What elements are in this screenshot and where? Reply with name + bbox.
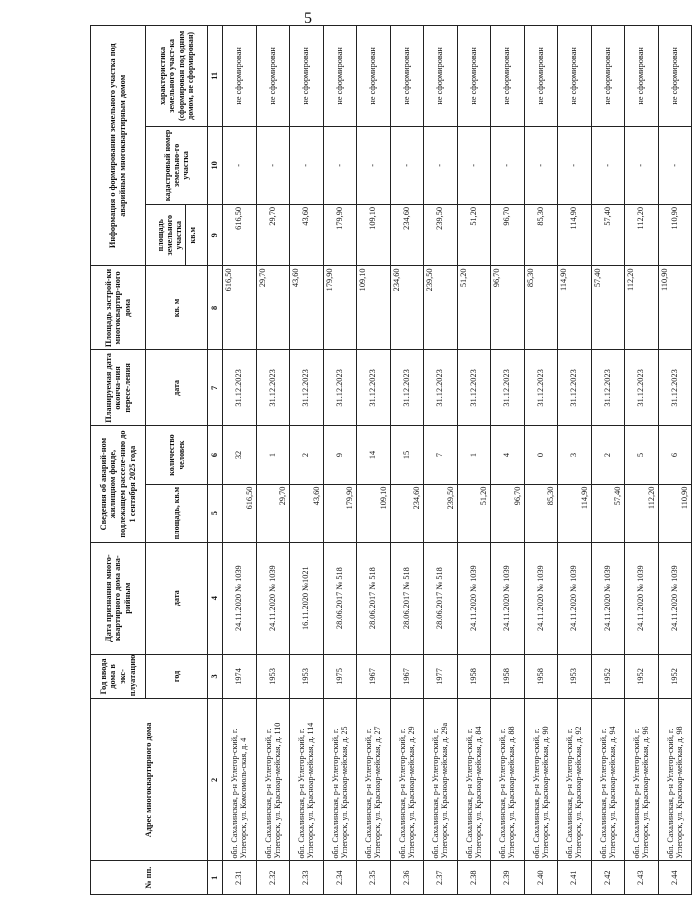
cell-built-area: 57,40 <box>591 266 625 350</box>
cell-cadastral: - <box>256 126 290 204</box>
cell-people: 15 <box>390 426 424 484</box>
cell-year: 1967 <box>357 654 391 699</box>
cell-characteristic: не сформирован <box>323 26 357 127</box>
header-characteristic: характеристика земельного участ-ка (сформирован под одним домом, не сформирован) <box>146 26 208 127</box>
header-cadastral: кадастровый номер земельно-го участка <box>146 126 208 204</box>
cell-land-area: 112,20 <box>625 205 659 267</box>
cell-year: 1952 <box>625 654 659 699</box>
cell-no: 2.36 <box>390 861 424 895</box>
cell-cadastral: - <box>357 126 391 204</box>
cell-no: 2.34 <box>323 861 357 895</box>
cell-no: 2.42 <box>591 861 625 895</box>
cell-date: 24.11.2020 № 1039 <box>524 542 558 654</box>
cell-people: 4 <box>491 426 525 484</box>
table-row <box>357 26 391 895</box>
cell-built-area: 109,10 <box>357 266 391 350</box>
cell-built-area: 29,70 <box>256 266 290 350</box>
cell-date: 24.11.2020 № 1039 <box>457 542 491 654</box>
cell-built-area: 179,90 <box>323 266 357 350</box>
cell-cadastral: - <box>390 126 424 204</box>
cell-land-area: 29,70 <box>256 205 290 267</box>
cell-address: обл. Сахалинская, р-н Углегор-ский, г. Углегорск, ул. Краснoар-мейская, д. 29а <box>424 699 458 861</box>
cell-characteristic: не сформирован <box>390 26 424 127</box>
header-land-area <box>146 205 208 267</box>
cell-date: 24.11.2020 № 1039 <box>256 542 290 654</box>
cell-no: 2.31 <box>223 861 257 895</box>
cell-characteristic: не сформирован <box>625 26 659 127</box>
cell-no: 2.37 <box>424 861 458 895</box>
cell-year: 1958 <box>524 654 558 699</box>
cell-address: обл. Сахалинская, р-н Углегор-ский, г. Углегорск, ул. Краснoар-мейская, д. 114 <box>290 699 324 861</box>
cell-people: 32 <box>223 426 257 484</box>
cell-date: 28.06.2017 № 518 <box>424 542 458 654</box>
cell-land-area: 110,90 <box>658 205 692 267</box>
cell-area: 616,50 <box>223 484 257 542</box>
cell-planned-date: 31.12.2023 <box>390 350 424 426</box>
table-row <box>323 26 357 895</box>
cell-no: 2.33 <box>290 861 324 895</box>
cell-planned-date: 31.12.2023 <box>591 350 625 426</box>
col-num-6: 6 <box>208 426 223 484</box>
cell-area: 96,70 <box>491 484 525 542</box>
cell-area: 85,30 <box>524 484 558 542</box>
cell-cadastral: - <box>457 126 491 204</box>
table-row <box>424 26 458 895</box>
cell-land-area: 234,60 <box>390 205 424 267</box>
cell-cadastral: - <box>524 126 558 204</box>
cell-planned-date: 31.12.2023 <box>457 350 491 426</box>
cell-cadastral: - <box>223 126 257 204</box>
page-number: 5 <box>304 10 312 27</box>
cell-land-area: 96,70 <box>491 205 525 267</box>
cell-area: 110,90 <box>658 484 692 542</box>
cell-land-area: 616,50 <box>223 205 257 267</box>
cell-area: 29,70 <box>256 484 290 542</box>
cell-planned-date: 31.12.2023 <box>357 350 391 426</box>
cell-no: 2.35 <box>357 861 391 895</box>
cell-year: 1953 <box>290 654 324 699</box>
header-built-area-group: Площадь застрой-ки многоквартир-ного дома <box>91 266 146 350</box>
cell-people: 7 <box>424 426 458 484</box>
cell-built-area: 110,90 <box>658 266 692 350</box>
cell-characteristic: не сформирован <box>491 26 525 127</box>
cell-year: 1958 <box>491 654 525 699</box>
cell-characteristic: не сформирован <box>558 26 592 127</box>
cell-address: обл. Сахалинская, р-н Углегор-ский, г. Углегорск, ул. Краснoар-мейская, д. 90 <box>524 699 558 861</box>
cell-year: 1953 <box>558 654 592 699</box>
cell-land-area: 57,40 <box>591 205 625 267</box>
cell-address: обл. Сахалинская, р-н Углегор-ский, г. Углегорск, ул. Краснoар-мейская, д. 27 <box>357 699 391 861</box>
cell-date: 24.11.2020 № 1039 <box>558 542 592 654</box>
cell-people: 6 <box>658 426 692 484</box>
cell-planned-date: 31.12.2023 <box>625 350 659 426</box>
cell-date: 24.11.2020 № 1039 <box>491 542 525 654</box>
cell-planned-date: 31.12.2023 <box>524 350 558 426</box>
table-row <box>524 26 558 895</box>
cell-land-area: 114,90 <box>558 205 592 267</box>
table-row <box>256 26 290 895</box>
header-address: Адрес многоквартирного дома <box>91 699 208 861</box>
cell-no: 2.43 <box>625 861 659 895</box>
col-num-10: 10 <box>208 126 223 204</box>
cell-built-area: 85,30 <box>524 266 558 350</box>
cell-characteristic: не сформирован <box>591 26 625 127</box>
cell-built-area: 96,70 <box>491 266 525 350</box>
cell-year: 1952 <box>658 654 692 699</box>
cell-year: 1953 <box>256 654 290 699</box>
table-row <box>625 26 659 895</box>
cell-characteristic: не сформирован <box>658 26 692 127</box>
cell-date: 24.11.2020 № 1039 <box>223 542 257 654</box>
cell-date: 24.11.2020 № 1039 <box>625 542 659 654</box>
cell-year: 1967 <box>390 654 424 699</box>
cell-characteristic: не сформирован <box>524 26 558 127</box>
header-year: год <box>146 654 208 699</box>
cell-area: 112,20 <box>625 484 659 542</box>
cell-no: 2.41 <box>558 861 592 895</box>
cell-no: 2.44 <box>658 861 692 895</box>
cell-built-area: 43,60 <box>290 266 324 350</box>
cell-people: 0 <box>524 426 558 484</box>
cell-date: 28.06.2017 № 518 <box>390 542 424 654</box>
cell-characteristic: не сформирован <box>256 26 290 127</box>
cell-area: 239,50 <box>424 484 458 542</box>
cell-year: 1952 <box>591 654 625 699</box>
cell-year: 1977 <box>424 654 458 699</box>
cell-people: 14 <box>357 426 391 484</box>
cell-land-area: 85,30 <box>524 205 558 267</box>
cell-date: 16.11.2020 №1021 <box>290 542 324 654</box>
cell-land-area: 51,20 <box>457 205 491 267</box>
cell-people: 9 <box>323 426 357 484</box>
header-land-group: Информация о формировании земельного участка под аварийным многоквартирным домом <box>91 26 146 267</box>
cell-people: 1 <box>256 426 290 484</box>
cell-area: 109,10 <box>357 484 391 542</box>
cell-area: 43,60 <box>290 484 324 542</box>
table-row <box>491 26 525 895</box>
cell-built-area: 51,20 <box>457 266 491 350</box>
header-info-group: Сведения об аварий-ном жилищном фонде, подлежащем расселе-нию до 1 сентября 2025 года <box>91 426 146 542</box>
column-number-row <box>208 26 223 895</box>
header-area-m2: площадь, кв.м <box>146 484 208 542</box>
header-people: количество человек <box>146 426 208 484</box>
col-num-1: 1 <box>208 861 223 895</box>
cell-characteristic: не сформирован <box>424 26 458 127</box>
cell-cadastral: - <box>591 126 625 204</box>
cell-planned-date: 31.12.2023 <box>558 350 592 426</box>
cell-land-area: 109,10 <box>357 205 391 267</box>
cell-cadastral: - <box>491 126 525 204</box>
cell-address: обл. Сахалинская, р-н Углегор-ский, г. Углегорск, ул. Краснoар-мейская, д. 84 <box>457 699 491 861</box>
header-planned-date: дата <box>146 350 208 426</box>
header-land-area-unit: кв.м <box>185 205 197 266</box>
table-row <box>558 26 592 895</box>
header-land-area-label: площадь земельного участка <box>155 214 183 256</box>
cell-area: 57,40 <box>591 484 625 542</box>
table-row <box>290 26 324 895</box>
cell-year: 1974 <box>223 654 257 699</box>
cell-cadastral: - <box>625 126 659 204</box>
cell-address: обл. Сахалинская, р-н Углегор-ский, г. Углегорск, ул. Краснoар-мейская, д. 29 <box>390 699 424 861</box>
cell-built-area: 234,60 <box>390 266 424 350</box>
cell-area: 179,90 <box>323 484 357 542</box>
cell-area: 234,60 <box>390 484 424 542</box>
cell-no: 2.38 <box>457 861 491 895</box>
table-row <box>658 26 692 895</box>
cell-address: обл. Сахалинская, р-н Углегор-ский, г. Углегорск, ул. Краснoар-мейская, д. 98 <box>658 699 692 861</box>
cell-no: 2.32 <box>256 861 290 895</box>
cell-built-area: 239,50 <box>424 266 458 350</box>
col-num-3: 3 <box>208 654 223 699</box>
cell-date: 28.06.2017 № 518 <box>357 542 391 654</box>
table-row <box>223 26 257 895</box>
cell-characteristic: не сформирован <box>357 26 391 127</box>
col-num-9: 9 <box>208 205 223 267</box>
col-num-5: 5 <box>208 484 223 542</box>
cell-land-area: 239,50 <box>424 205 458 267</box>
table-row <box>591 26 625 895</box>
col-num-11: 11 <box>208 26 223 127</box>
cell-characteristic: не сформирован <box>457 26 491 127</box>
cell-cadastral: - <box>290 126 324 204</box>
header-planned-group: Планируемая дата оконча-ния пересе-ления <box>91 350 146 426</box>
cell-people: 5 <box>625 426 659 484</box>
cell-planned-date: 31.12.2023 <box>424 350 458 426</box>
cell-address: обл. Сахалинская, р-н Углегор-ский, г. Углегорск, ул. Краснoар-мейская, д. 110 <box>256 699 290 861</box>
cell-built-area: 112,20 <box>625 266 659 350</box>
cell-year: 1975 <box>323 654 357 699</box>
header-built-area-unit: кв. м <box>146 266 208 350</box>
cell-no: 2.40 <box>524 861 558 895</box>
col-num-2: 2 <box>208 699 223 861</box>
header-recognized-group: Дата признания много-квартирного дома ава-рийным <box>91 542 146 654</box>
rotated-table-wrapper <box>90 25 690 895</box>
cell-address: обл. Сахалинская, р-н Углегор-ский, г. Углегорск, ул. Краснoар-мейская, д. 25 <box>323 699 357 861</box>
cell-date: 28.06.2017 № 518 <box>323 542 357 654</box>
cell-people: 3 <box>558 426 592 484</box>
cell-cadastral: - <box>323 126 357 204</box>
cell-date: 24.11.2020 № 1039 <box>658 542 692 654</box>
table-row <box>390 26 424 895</box>
cell-people: 2 <box>591 426 625 484</box>
header-year-group: Год ввода дома в экс-плуатацию <box>91 654 146 699</box>
cell-people: 1 <box>457 426 491 484</box>
cell-address: обл. Сахалинская, р-н Углегор-ский, г. Углегорск, ул. Краснoар-мейская, д. 92 <box>558 699 592 861</box>
cell-land-area: 43,60 <box>290 205 324 267</box>
cell-planned-date: 31.12.2023 <box>223 350 257 426</box>
col-num-7: 7 <box>208 350 223 426</box>
cell-planned-date: 31.12.2023 <box>290 350 324 426</box>
cell-year: 1958 <box>457 654 491 699</box>
emergency-housing-table <box>90 25 692 895</box>
cell-land-area: 179,90 <box>323 205 357 267</box>
cell-people: 2 <box>290 426 324 484</box>
cell-planned-date: 31.12.2023 <box>658 350 692 426</box>
cell-cadastral: - <box>658 126 692 204</box>
cell-date: 24.11.2020 № 1039 <box>591 542 625 654</box>
cell-built-area: 616,50 <box>223 266 257 350</box>
cell-address: обл. Сахалинская, р-н Углегор-ский, г. Углегорск, ул. Комсомоль-ская, д. 4 <box>223 699 257 861</box>
cell-cadastral: - <box>558 126 592 204</box>
cell-planned-date: 31.12.2023 <box>491 350 525 426</box>
table-row <box>457 26 491 895</box>
cell-address: обл. Сахалинская, р-н Углегор-ский, г. Углегорск, ул. Краснoар-мейская, д. 94 <box>591 699 625 861</box>
col-num-8: 8 <box>208 266 223 350</box>
cell-address: обл. Сахалинская, р-н Углегор-ский, г. Углегорск, ул. Краснoар-мейская, д. 88 <box>491 699 525 861</box>
col-num-4: 4 <box>208 542 223 654</box>
cell-no: 2.39 <box>491 861 525 895</box>
cell-area: 51,20 <box>457 484 491 542</box>
header-date: дата <box>146 542 208 654</box>
cell-planned-date: 31.12.2023 <box>323 350 357 426</box>
cell-cadastral: - <box>424 126 458 204</box>
cell-address: обл. Сахалинская, р-н Углегор-ский, г. Углегорск, ул. Краснoар-мейская, д. 96 <box>625 699 659 861</box>
header-no: № пп. <box>91 861 208 895</box>
cell-characteristic: не сформирован <box>223 26 257 127</box>
cell-built-area: 114,90 <box>558 266 592 350</box>
cell-planned-date: 31.12.2023 <box>256 350 290 426</box>
cell-characteristic: не сформирован <box>290 26 324 127</box>
cell-area: 114,90 <box>558 484 592 542</box>
